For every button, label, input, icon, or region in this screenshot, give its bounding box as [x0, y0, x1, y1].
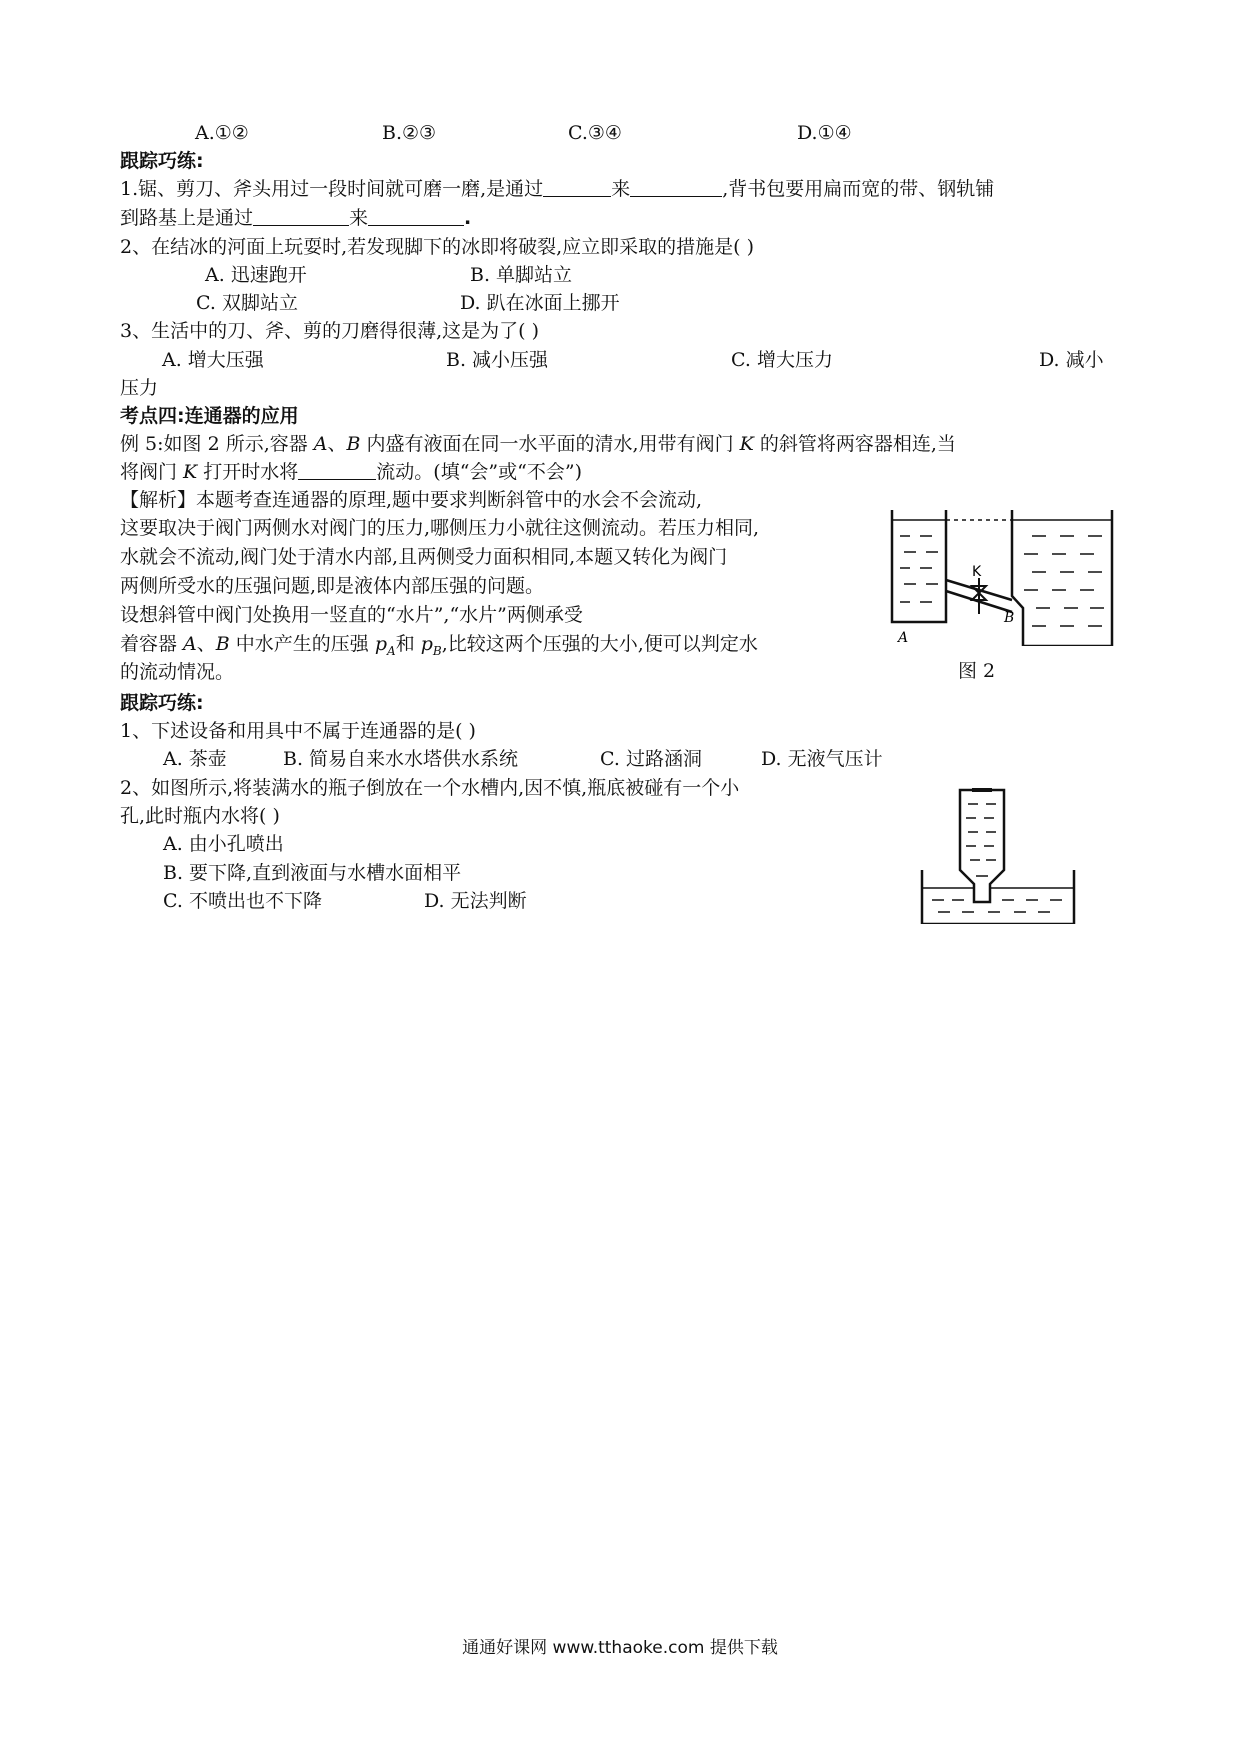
- practice2-q1-option-d: D. 无液气压计: [761, 748, 883, 770]
- label-a: A: [898, 630, 909, 646]
- analysis-line1: 【解析】本题考查连通器的原理,题中要求判断斜管中的水会不会流动,: [120, 489, 703, 511]
- example-text-f: 流动。(填“会”或“不会”): [376, 461, 582, 483]
- prev-option-a: A.①②: [195, 122, 249, 144]
- analysis-text-c: 和: [395, 633, 421, 655]
- practice1-q2-option-d: D. 趴在冰面上挪开: [460, 292, 620, 314]
- var-k-2: K: [183, 461, 198, 483]
- prev-option-c: C.③④: [568, 122, 622, 144]
- section-heading: 考点四:连通器的应用: [120, 405, 299, 427]
- example-text-b: 内盛有液面在同一水平面的清水,用带有阀门: [360, 433, 740, 455]
- analysis-line3: 水就会不流动,阀门处于清水内部,且两侧受力面积相同,本题又转化为阀门: [120, 546, 728, 568]
- prev-option-b: B.②③: [382, 122, 437, 144]
- practice1-q3-option-b: B. 减小压强: [446, 349, 549, 371]
- q1-text-a: 1.锯、剪刀、斧头用过一段时间就可磨一磨,是通过: [120, 178, 544, 200]
- practice2-q2-option-c: C. 不喷出也不下降: [163, 890, 322, 912]
- practice1-q2-option-b: B. 单脚站立: [470, 264, 573, 286]
- water-tank: [922, 870, 1074, 924]
- example-line1: [120, 431, 956, 457]
- prev-option-d: D.①④: [797, 122, 852, 144]
- blank-3: [253, 207, 349, 226]
- practice2-q1-option-b: B. 简易自来水水塔供水系统: [283, 748, 519, 770]
- p-sub-a: A: [387, 643, 396, 658]
- label-b: B: [1004, 610, 1015, 626]
- analysis-text-b: 中水产生的压强: [229, 633, 375, 655]
- practice1-q3-option-d: D. 减小: [1039, 349, 1104, 371]
- example-text-c: 的斜管将两容器相连,当: [753, 433, 956, 455]
- analysis-line5: 设想斜管中阀门处换用一竖直的“水片”,“水片”两侧承受: [120, 604, 583, 626]
- practice1-q2-option-a: A. 迅速跑开: [205, 264, 307, 286]
- q1-text-d: 到路基上是通过: [120, 207, 254, 229]
- practice1-q3-option-d-cont: 压力: [120, 377, 159, 399]
- var-a-2: A: [183, 633, 197, 655]
- var-b-2: B: [215, 633, 230, 655]
- var-a: A: [313, 433, 328, 455]
- bottle-figure: [918, 784, 1078, 924]
- container-a: [892, 510, 946, 622]
- valve-icon: [972, 578, 986, 614]
- pressure-pa: [374, 633, 396, 658]
- practice2-q2-option-b: B. 要下降,直到液面与水槽水面相平: [163, 862, 462, 884]
- p-letter: p: [374, 633, 388, 655]
- analysis-text-d: ,比较这两个压强的大小,便可以判定水: [441, 633, 758, 655]
- q1-text-c: ,背书包要用扁而宽的带、钢轨铺: [722, 178, 995, 200]
- blank-4: [368, 207, 464, 226]
- var-b: B: [346, 433, 361, 455]
- practice2-q2-option-d: D. 无法判断: [424, 890, 527, 912]
- analysis-line2: 这要取决于阀门两侧水对阀门的压力,哪侧压力小就往这侧流动。若压力相同,: [120, 517, 760, 539]
- q1-text-f: .: [464, 207, 472, 229]
- example-text-e: 打开时水将: [197, 461, 299, 483]
- practice1-q3-option-a: A. 增大压强: [162, 349, 264, 371]
- analysis-sep: 、: [196, 633, 216, 655]
- q1-text-b: 来: [611, 178, 631, 200]
- practice-heading-1: 跟踪巧练:: [120, 150, 204, 172]
- practice1-q3-option-c: C. 增大压力: [731, 349, 833, 371]
- example-text-a: 例 5:如图 2 所示,容器: [120, 433, 314, 455]
- practice2-q2-option-a: A. 由小孔喷出: [163, 833, 284, 855]
- practice1-q2-option-c: C. 双脚站立: [196, 292, 298, 314]
- analysis-line4: 两侧所受水的压强问题,即是液体内部压强的问题。: [120, 575, 545, 597]
- figure-2-drawing: [882, 496, 1118, 646]
- practice2-q2-line1: 2、如图所示,将装满水的瓶子倒放在一个水槽内,因不慎,瓶底被碰有一个小: [120, 777, 740, 799]
- label-k: K: [972, 564, 982, 580]
- example-line2: [120, 459, 582, 485]
- q1-text-e: 来: [349, 207, 369, 229]
- practice2-q1-option-a: A. 茶壶: [163, 748, 227, 770]
- example-text-d: 将阀门: [120, 461, 184, 483]
- var-k: K: [739, 433, 754, 455]
- practice1-q1-line2: [120, 205, 471, 231]
- practice1-q1-line1: [120, 176, 994, 202]
- practice2-q2-line2: 孔,此时瓶内水将( ): [120, 805, 280, 827]
- practice1-q3: 3、生活中的刀、斧、剪的刀磨得很薄,这是为了( ): [120, 320, 539, 342]
- figure-2-caption: 图 2: [958, 660, 996, 682]
- practice2-q1: 1、下述设备和用具中不属于连通器的是( ): [120, 720, 476, 742]
- blank-5: [298, 461, 376, 480]
- example-sep: 、: [327, 433, 347, 455]
- blank-1: [543, 178, 611, 197]
- practice-heading-2: 跟踪巧练:: [120, 692, 204, 714]
- p-sub-b: B: [432, 643, 442, 658]
- analysis-line7: 的流动情况。: [120, 661, 235, 683]
- analysis-text-a: 着容器: [120, 633, 184, 655]
- pressure-pb: [420, 633, 442, 658]
- p-letter-2: p: [420, 633, 433, 655]
- practice1-q2: 2、在结冰的河面上玩耍时,若发现脚下的冰即将破裂,应立即采取的措施是( ): [120, 236, 755, 258]
- blank-2: [630, 178, 722, 197]
- bottle-figure-drawing: [918, 784, 1078, 924]
- footer-text: 通通好课网 www.tthaoke.com 提供下载: [462, 1638, 778, 1658]
- figure-2: [882, 496, 1118, 646]
- practice2-q1-option-c: C. 过路涵洞: [600, 748, 702, 770]
